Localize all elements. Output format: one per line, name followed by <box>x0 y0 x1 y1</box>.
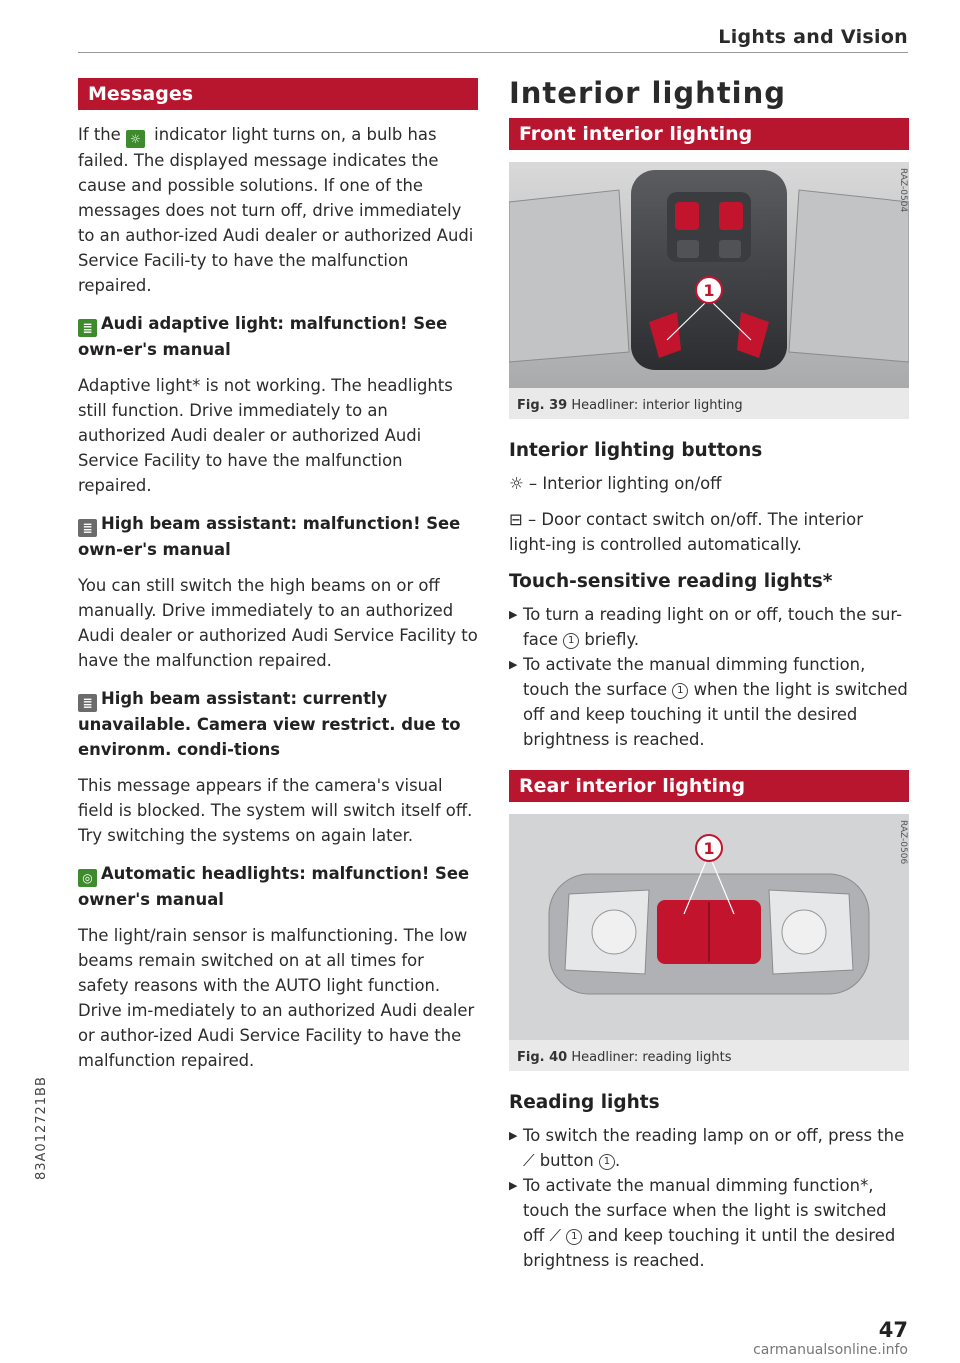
intro-text-a: If the <box>78 125 121 144</box>
message-text: The light/rain sensor is malfunctioning. The low beams remain switched on at all times for safety reasons with the AUTO light function. Drive im-mediately to an authorized Audi dealer or author-ized Audi Service Facility to have the malfunction repaired. <box>78 926 475 1070</box>
header-divider <box>78 52 908 53</box>
document-code: 83A012721BB <box>34 1076 49 1180</box>
bullet-icon: ▶ <box>509 658 518 671</box>
page-number: 47 <box>878 1318 908 1342</box>
figure-code: RAZ-0506 <box>898 820 908 865</box>
intro-text-b: indicator light turns on, a bulb has failed. The displayed message indicates the cause and possible solutions. If one of the messages does not turn off, drive immediately to an author-ized Audi dealer or authorized Audi Service Facili-ty to have the malfunction repaired. <box>78 125 474 295</box>
bulb-indicator-icon: ☼ <box>126 130 145 148</box>
callout-ref: 1 <box>672 683 688 699</box>
section-title: Lights and Vision <box>718 26 908 48</box>
callout-ref: 1 <box>566 1229 582 1245</box>
callout-number: 1 <box>703 281 715 300</box>
message-heading: ≣ Audi adaptive light: malfunction! See own-er's manual <box>78 314 448 359</box>
messages-column <box>78 78 478 1073</box>
auto-headlight-icon: ◎ <box>78 869 97 887</box>
button-description: ☼ – Interior lighting on/off <box>509 474 722 493</box>
callout-ref: 1 <box>599 1154 615 1170</box>
message-heading: ≣ High beam assistant: malfunction! See own-er's manual <box>78 514 461 559</box>
watermark: carmanualsonline.info <box>753 1342 908 1358</box>
headliner-front-illustration <box>509 162 909 388</box>
door-contact-icon: ⊟ <box>509 510 523 529</box>
list-item: ▶ To activate the manual dimming function, touch the surface 1 when the light is switched off and keep touching it until the desired brightness is reached. <box>509 652 909 752</box>
high-beam-auto-icon: ≣ <box>78 694 97 712</box>
headliner-rear-illustration <box>509 814 909 1040</box>
messages-intro <box>78 122 478 298</box>
reading-lamp-icon: ⟋ <box>549 1226 562 1245</box>
callout-number: 1 <box>703 839 715 858</box>
message-text: Adaptive light* is not working. The headlights still function. Drive immediately to an authorized Audi dealer or authorized Audi Service Facility to have the malfunction repaired. <box>78 376 453 495</box>
messages-bar: Messages <box>78 78 478 110</box>
interior-light-icon: ☼ <box>509 474 524 493</box>
callout-ref: 1 <box>563 633 579 649</box>
adaptive-light-icon: ≣ <box>78 319 97 337</box>
message-text: You can still switch the high beams on or off manually. Drive immediately to an authorized Audi dealer or authorized Audi Service Facility to have the malfunction repaired. <box>78 576 478 670</box>
buttons-heading: Interior lighting buttons <box>509 440 763 461</box>
list-item: ▶ To activate the manual dimming function*, touch the surface when the light is switched off ⟋ 1 and keep touching it until the desired brightness is reached. <box>509 1173 909 1273</box>
bullet-icon: ▶ <box>509 1129 518 1142</box>
page-heading: Interior lighting <box>509 76 787 110</box>
front-lighting-bar: Front interior lighting <box>509 118 909 150</box>
message-heading: ≣ High beam assistant: currently unavailable. Camera view restrict. due to environm. condi-tions <box>78 689 461 759</box>
reading-lamp-icon: ⟋ <box>523 1151 535 1170</box>
touch-lights-heading: Touch-sensitive reading lights* <box>509 571 833 592</box>
rear-lighting-bar: Rear interior lighting <box>509 770 909 802</box>
message-text: This message appears if the camera's visual field is blocked. The system will switch itself off. Try switching the systems on again later. <box>78 776 473 845</box>
figure-40 <box>509 814 909 1071</box>
figure-caption: Fig. 39 Headliner: interior lighting <box>517 398 743 413</box>
bullet-icon: ▶ <box>509 1179 518 1192</box>
figure-code: RAZ-0504 <box>898 168 908 213</box>
bullet-icon: ▶ <box>509 608 518 621</box>
high-beam-auto-icon: ≣ <box>78 519 97 537</box>
reading-lights-heading: Reading lights <box>509 1092 660 1113</box>
figure-caption: Fig. 40 Headliner: reading lights <box>517 1050 732 1065</box>
button-description: ⊟ – Door contact switch on/off. The interior light-ing is controlled automatically. <box>509 510 863 554</box>
interior-lighting-column <box>509 78 909 1273</box>
list-item: ▶ To turn a reading light on or off, touch the sur-face 1 briefly. <box>509 602 909 652</box>
message-heading: ◎ Automatic headlights: malfunction! See owner's manual <box>78 864 470 909</box>
list-item: ▶ To switch the reading lamp on or off, press the ⟋ button 1 . <box>509 1123 909 1173</box>
figure-39 <box>509 162 909 419</box>
